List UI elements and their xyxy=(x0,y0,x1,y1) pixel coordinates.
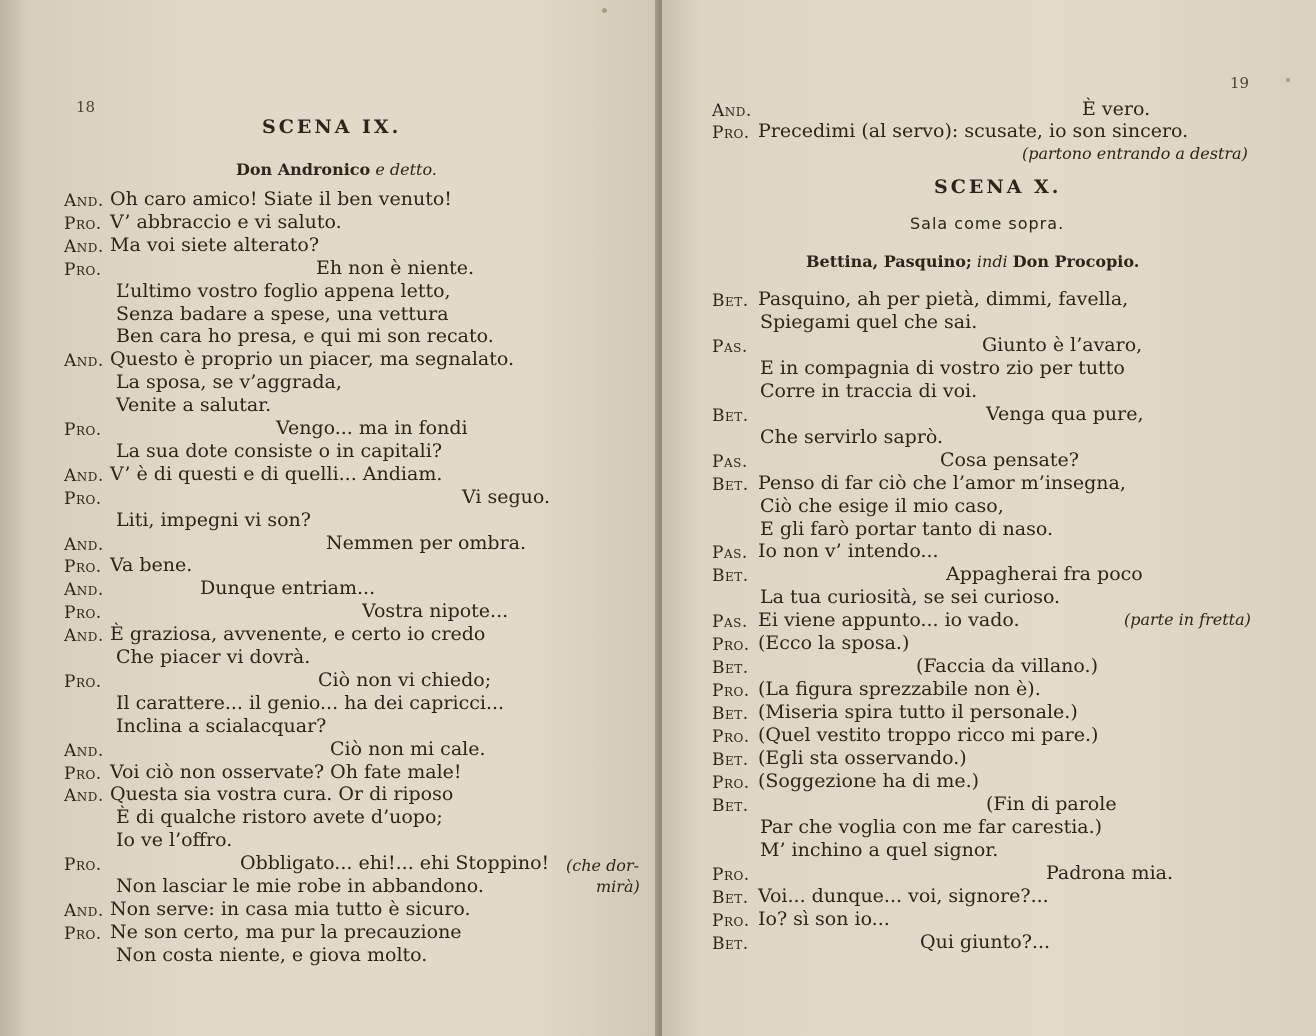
dialogue-line: Nemmen per ombra. xyxy=(326,531,527,554)
speaker-label: Pas. xyxy=(712,336,748,357)
speaker-label: Pro. xyxy=(712,772,750,793)
speaker-label: Pro. xyxy=(64,855,102,876)
cast-line xyxy=(236,160,437,179)
speaker-label: Pro. xyxy=(712,727,750,748)
speaker-label: And. xyxy=(64,740,104,761)
dialogue-line: Par che voglia con me far carestia.) xyxy=(760,815,1103,838)
dialogue-line: Venite a salutar. xyxy=(116,394,272,417)
dialogue-line: La sua dote consiste o in capitali? xyxy=(116,439,443,462)
speaker-label: Pro. xyxy=(64,923,102,944)
dialogue-line: Padrona mia. xyxy=(1046,861,1174,884)
dialogue-line: Ma voi siete alterato? xyxy=(110,233,320,256)
speaker-label: Pro. xyxy=(64,259,102,280)
dialogue-line: (Egli sta osservando.) xyxy=(758,747,967,769)
dialogue-line: Vi seguo. xyxy=(462,485,551,508)
dialogue-line: Corre in traccia di voi. xyxy=(760,379,978,402)
speaker-label: And. xyxy=(64,900,104,921)
dialogue-line: M’ inchino a quel signor. xyxy=(760,838,999,861)
cast-name: Bettina, Pasquino; xyxy=(806,252,972,271)
stage-direction: (che dor- xyxy=(566,856,639,875)
dialogue-line: Ciò non mi cale. xyxy=(330,737,486,760)
dialogue-line: La sposa, se v’aggrada, xyxy=(116,371,342,394)
speaker-label: Pro. xyxy=(64,213,102,234)
dialogue-line: È di qualche ristoro avete d’uopo; xyxy=(116,806,443,829)
dialogue-line: È graziosa, avvenente, e certo io credo xyxy=(110,623,486,646)
speaker-label: And. xyxy=(64,786,104,807)
cast-conj: e detto. xyxy=(375,160,437,179)
dialogue-line: Giunto è l’avaro, xyxy=(982,333,1143,356)
speaker-label: Pro. xyxy=(712,635,750,656)
dialogue-line: Qui giunto?... xyxy=(920,930,1051,953)
scene-title: SCENA X. xyxy=(934,176,1062,198)
speaker-label: And. xyxy=(64,236,104,257)
exit-direction: (partono entrando a destra) xyxy=(1022,144,1248,163)
dialogue-line: V’ abbraccio e vi saluto. xyxy=(110,210,342,233)
dialogue-line: Pasquino, ah per pietà, dimmi, favella, xyxy=(758,288,1129,310)
speaker-label: And. xyxy=(64,191,104,211)
dialogue-line: Voi... dunque... voi, signore?... xyxy=(758,884,1049,907)
dialogue-line: Non lasciar le mie robe in abbandono. xyxy=(116,875,484,897)
dialogue-line: Vengo... ma in fondi xyxy=(276,417,468,439)
speaker-label: Bet. xyxy=(712,887,749,908)
speaker-label: Pro. xyxy=(712,910,750,931)
dialogue-line: Eh non è niente. xyxy=(316,256,475,279)
dialogue-line: Ben cara ho presa, e qui mi son recato. xyxy=(116,325,494,348)
dialogue-line: Va bene. xyxy=(110,554,193,577)
speaker-label: Bet. xyxy=(712,933,749,954)
dialogue-line: Io ve l’offro. xyxy=(116,829,233,852)
dialogue-line: V’ è di questi e di quelli... Andiam. xyxy=(110,462,443,485)
dialogue-line: (Miseria spira tutto il personale.) xyxy=(758,701,1078,724)
dialogue-line: Precedimi (al servo): scusate, io son sincero. xyxy=(758,120,1189,142)
dialogue-line: Penso di far ciò che l’amor m’insegna, xyxy=(758,471,1126,494)
dialogue-line: Inclina a scialacquar? xyxy=(116,714,327,737)
scene-setting: Sala come sopra. xyxy=(910,214,1065,233)
dialogue-line: (Faccia da villano.) xyxy=(916,655,1098,678)
dialogue-line: Io? sì son io... xyxy=(758,907,890,930)
page-number: 18 xyxy=(76,98,96,116)
dialogue-line: Appagherai fra poco xyxy=(946,563,1143,586)
speaker-label: And. xyxy=(64,580,104,601)
dialogue-line: Non costa niente, e giova molto. xyxy=(116,943,428,966)
dialogue-line: Obbligato... ehi!... ehi Stoppino! xyxy=(240,852,550,875)
speaker-label: Bet. xyxy=(712,750,749,770)
dialogue-line: Questo è proprio un piacer, ma segnalato. xyxy=(110,348,515,371)
dialogue-line: Ne son certo, ma pur la precauzione xyxy=(110,920,462,943)
right-page xyxy=(662,0,1316,1036)
dialogue-line: (Fin di parole xyxy=(986,792,1117,815)
speaker-label: Pro. xyxy=(64,763,102,784)
speaker-label: Bet. xyxy=(712,405,749,426)
speaker-label: Pas. xyxy=(712,612,748,633)
dialogue-line: Ei viene appunto... io vado. xyxy=(758,609,1020,632)
dialogue-line: La tua curiosità, se sei curioso. xyxy=(760,586,1061,609)
dialogue-line: E gli farò portar tanto di naso. xyxy=(760,517,1054,540)
paper-spot xyxy=(1286,78,1290,82)
speaker-label: Bet. xyxy=(712,704,749,725)
page-number: 19 xyxy=(1230,74,1250,92)
speaker-label: And. xyxy=(64,626,104,647)
stage-direction: (parte in fretta) xyxy=(1124,610,1251,629)
scene-title: SCENA IX. xyxy=(262,116,402,138)
speaker-label: Bet. xyxy=(712,291,749,311)
speaker-label: Pro. xyxy=(64,488,102,509)
speaker-label: Bet. xyxy=(712,658,749,679)
speaker-label: And. xyxy=(64,465,104,486)
dialogue-line: Vostra nipote... xyxy=(362,600,509,623)
cast-conj: indi xyxy=(976,252,1008,271)
stage-direction: mirà) xyxy=(596,877,640,896)
dialogue-line: È vero. xyxy=(1082,98,1151,120)
dialogue-line: L’ultimo vostro foglio appena letto, xyxy=(116,279,451,302)
dialogue-line: Non serve: in casa mia tutto è sicuro. xyxy=(110,897,471,920)
speaker-label: Pas. xyxy=(712,543,748,564)
dialogue-line: Questa sia vostra cura. Or di riposo xyxy=(110,783,454,806)
cast-name: Don Procopio. xyxy=(1012,252,1140,271)
speaker-label: Bet. xyxy=(712,474,749,495)
speaker-label: Pro. xyxy=(64,557,102,578)
speaker-label: Pro. xyxy=(64,671,102,692)
speaker-label: Pro. xyxy=(64,603,102,624)
speaker-label: And. xyxy=(64,351,104,372)
dialogue-line: Che servirlo saprò. xyxy=(760,425,944,448)
dialogue-line: Io non v’ intendo... xyxy=(758,540,939,563)
cast-line xyxy=(806,252,1139,271)
dialogue-line: (Quel vestito troppo ricco mi pare.) xyxy=(758,724,1099,747)
dialogue-line: (Ecco la sposa.) xyxy=(758,632,910,655)
cast-name: Don Andronico xyxy=(236,160,371,179)
speaker-label: Pro. xyxy=(712,864,750,885)
dialogue-line: Dunque entriam... xyxy=(200,577,376,600)
speaker-label: Bet. xyxy=(712,566,749,587)
dialogue-line: Cosa pensate? xyxy=(940,448,1079,471)
dialogue-line: (La figura sprezzabile non è). xyxy=(758,678,1041,701)
speaker-label: And. xyxy=(64,534,104,555)
dialogue-line: (Soggezione ha di me.) xyxy=(758,769,980,792)
speaker-label: Pas. xyxy=(712,451,748,472)
speaker-label: Bet. xyxy=(712,795,749,816)
speaker-label: And. xyxy=(712,101,752,121)
dialogue-line: E in compagnia di vostro zio per tutto xyxy=(760,356,1125,379)
dialogue-line: Oh caro amico! Siate il ben venuto! xyxy=(110,188,452,210)
speaker-label: Pro. xyxy=(712,123,750,143)
dialogue-line: Venga qua pure, xyxy=(986,402,1144,425)
speaker-label: Pro. xyxy=(64,420,102,440)
dialogue-line: Spiegami quel che sai. xyxy=(760,310,978,333)
dialogue-line: Senza badare a spese, una vettura xyxy=(116,302,449,325)
dialogue-line: Ciò non vi chiedo; xyxy=(318,668,492,691)
speaker-label: Pro. xyxy=(712,681,750,702)
dialogue-line: Liti, impegni vi son? xyxy=(116,508,311,531)
dialogue-line: Voi ciò non osservate? Oh fate male! xyxy=(110,760,462,783)
dialogue-line: Il carattere... il genio... ha dei capricci... xyxy=(116,691,505,714)
dialogue-line: Che piacer vi dovrà. xyxy=(116,646,311,668)
dialogue-line: Ciò che esige il mio caso, xyxy=(760,494,1004,517)
paper-spot xyxy=(602,8,607,13)
